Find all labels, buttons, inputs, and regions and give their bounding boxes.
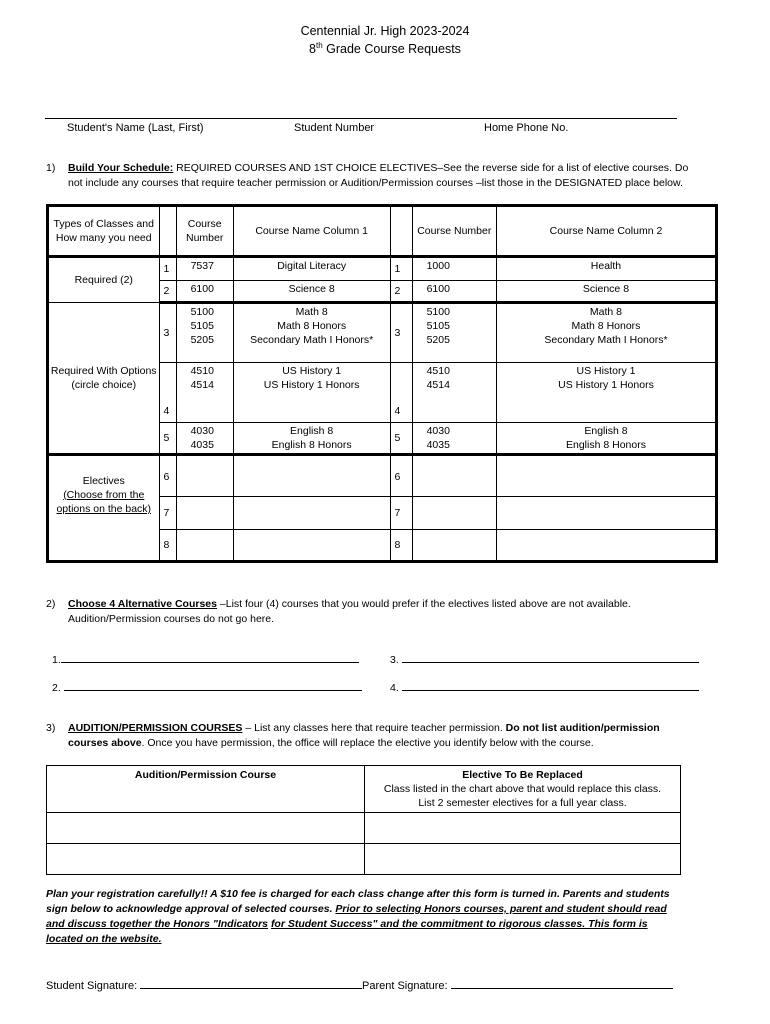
elective-replaced-cell[interactable] bbox=[365, 813, 681, 844]
course-number-cell[interactable]: 5100 5105 5205 bbox=[176, 303, 233, 363]
course-number-cell[interactable]: 4510 4514 bbox=[412, 363, 496, 423]
group-required-with-options: Required With Options (circle choice) bbox=[48, 303, 160, 455]
section-2-heading: Choose 4 Alternative Courses bbox=[68, 598, 217, 610]
course-name-cell[interactable] bbox=[233, 530, 390, 562]
course-number-cell[interactable]: 4030 4035 bbox=[176, 423, 233, 455]
course-number-cell[interactable]: 6100 bbox=[412, 281, 496, 303]
parent-signature-label: Parent Signature: bbox=[362, 980, 448, 992]
parent-signature[interactable] bbox=[362, 978, 673, 992]
row-number: 2 bbox=[159, 281, 176, 303]
course-number-cell[interactable]: 1000 bbox=[412, 257, 496, 281]
student-signature[interactable] bbox=[46, 978, 362, 992]
header-course-name-2: Course Name Column 2 bbox=[496, 206, 716, 257]
section-3-instructions bbox=[46, 721, 736, 753]
electives-line-2: (Choose from the bbox=[63, 489, 145, 501]
section-1-instructions bbox=[46, 161, 736, 193]
audition-table bbox=[46, 765, 681, 875]
course-name-cell[interactable] bbox=[496, 530, 716, 562]
audition-header-elective bbox=[365, 766, 681, 813]
section-2-instructions bbox=[46, 597, 736, 629]
header-course-number-2: Course Number bbox=[412, 206, 496, 257]
notice-part-1: Plan your registration carefully!! A $10 fee is charged for each class change after this form is turned in. Parents and students sign below to acknowledge approval of selected courses. bbox=[46, 888, 670, 915]
course-name-cell[interactable] bbox=[496, 455, 716, 497]
audition-course-cell[interactable] bbox=[47, 844, 365, 875]
course-number-cell[interactable] bbox=[412, 497, 496, 530]
section-2-text-2: Audition/Permission courses do not go here. bbox=[68, 613, 275, 625]
course-number-cell[interactable] bbox=[176, 455, 233, 497]
elective-replaced-note-1: Class listed in the chart above that would replace this class. bbox=[383, 783, 662, 795]
elective-replaced-cell[interactable] bbox=[365, 844, 681, 875]
alternative-3[interactable] bbox=[390, 652, 699, 666]
course-name-cell[interactable]: Digital Literacy bbox=[233, 257, 390, 281]
header-blank-2 bbox=[390, 206, 412, 257]
alternative-1[interactable] bbox=[52, 652, 359, 666]
schedule-table bbox=[46, 204, 718, 563]
section-2-text-1: –List four (4) courses that you would prefer if the electives listed above are not available. bbox=[217, 598, 631, 610]
student-number-label: Student Number bbox=[294, 122, 375, 134]
course-number-cell[interactable]: 5100 5105 5205 bbox=[412, 303, 496, 363]
course-number-cell[interactable]: 4030 4035 bbox=[412, 423, 496, 455]
alternative-3-line[interactable] bbox=[402, 652, 699, 663]
section-1-text-1: REQUIRED COURSES AND 1ST CHOICE ELECTIVES–See the reverse side for a list of elective courses. Do bbox=[173, 162, 689, 174]
grade-suffix: th bbox=[316, 41, 323, 50]
alternative-4[interactable] bbox=[390, 680, 699, 694]
notice-part-2: Prior to selecting Honors courses, parent and student should read and discuss together the Honors "Indicators bbox=[46, 903, 667, 930]
course-number-cell[interactable]: 7537 bbox=[176, 257, 233, 281]
row-number: 1 bbox=[390, 257, 412, 281]
alternative-1-line[interactable] bbox=[61, 652, 359, 663]
section-3-heading: AUDITION/PERMISSION COURSES bbox=[68, 722, 243, 734]
course-name-cell[interactable]: English 8 English 8 Honors bbox=[496, 423, 716, 455]
parent-signature-line[interactable] bbox=[451, 978, 673, 989]
course-name-cell[interactable]: English 8 English 8 Honors bbox=[233, 423, 390, 455]
row-number: 7 bbox=[159, 497, 176, 530]
student-signature-line[interactable] bbox=[140, 978, 362, 989]
course-name-cell[interactable]: US History 1 US History 1 Honors bbox=[233, 363, 390, 423]
alternative-1-label: 1. bbox=[52, 654, 61, 666]
alternative-3-label: 3. bbox=[390, 654, 399, 666]
course-number-cell[interactable] bbox=[412, 530, 496, 562]
electives-line-3: options on the back) bbox=[56, 503, 152, 515]
header-blank-1 bbox=[159, 206, 176, 257]
alternative-2[interactable] bbox=[52, 680, 362, 694]
home-phone-label: Home Phone No. bbox=[484, 122, 569, 134]
header-course-name-1: Course Name Column 1 bbox=[233, 206, 390, 257]
course-name-cell[interactable]: US History 1 US History 1 Honors bbox=[496, 363, 716, 423]
course-name-cell[interactable]: Science 8 bbox=[233, 281, 390, 303]
student-info-line[interactable] bbox=[45, 118, 677, 119]
course-name-cell[interactable]: Science 8 bbox=[496, 281, 716, 303]
section-3-text-b: . Once you have permission, the office will replace the elective you identify below with the course. bbox=[141, 737, 594, 749]
row-number: 4 bbox=[390, 363, 412, 423]
student-name-label: Student's Name (Last, First) bbox=[67, 122, 204, 134]
row-number: 3 bbox=[390, 303, 412, 363]
subtitle-text: Grade Course Requests bbox=[322, 42, 461, 57]
row-number: 7 bbox=[390, 497, 412, 530]
section-1-heading: Build Your Schedule: bbox=[68, 162, 174, 174]
section-2-number: 2) bbox=[46, 598, 56, 610]
section-1-number: 1) bbox=[46, 162, 56, 174]
notice-part-4: for Student Success" and the commitment to rigorous classes. This form is located on the website. bbox=[46, 918, 648, 945]
elective-replaced-title: Elective To Be Replaced bbox=[462, 769, 583, 781]
section-3-text-a: – List any classes here that require teacher permission. bbox=[242, 722, 506, 734]
alternative-2-line[interactable] bbox=[64, 680, 362, 691]
row-number: 8 bbox=[159, 530, 176, 562]
course-name-cell[interactable]: Math 8 Math 8 Honors Secondary Math I Honors* bbox=[496, 303, 716, 363]
header-types: Types of Classes and How many you need bbox=[48, 206, 160, 257]
row-number: 5 bbox=[159, 423, 176, 455]
course-name-cell[interactable] bbox=[233, 455, 390, 497]
course-name-cell[interactable] bbox=[496, 497, 716, 530]
section-3-number: 3) bbox=[46, 722, 56, 734]
section-3-text-bold: Do not list audition/permission bbox=[505, 722, 660, 734]
registration-notice bbox=[46, 887, 686, 947]
form-title: Centennial Jr. High 2023-2024 bbox=[300, 24, 470, 38]
alternative-4-line[interactable] bbox=[402, 680, 699, 691]
course-number-cell[interactable] bbox=[176, 497, 233, 530]
grade-number: 8 bbox=[309, 42, 316, 57]
course-name-cell[interactable] bbox=[233, 497, 390, 530]
student-signature-label: Student Signature: bbox=[46, 980, 138, 992]
section-1-text-2: not include any courses that require teacher permission or Audition/Permission courses –list those in the DESIGNATED place below. bbox=[68, 177, 683, 189]
course-number-cell[interactable] bbox=[176, 530, 233, 562]
row-number: 6 bbox=[159, 455, 176, 497]
audition-course-cell[interactable] bbox=[47, 813, 365, 844]
row-number: 1 bbox=[159, 257, 176, 281]
header-course-number-1: Course Number bbox=[176, 206, 233, 257]
row-number: 2 bbox=[390, 281, 412, 303]
row-number: 4 bbox=[159, 363, 176, 423]
row-number: 8 bbox=[390, 530, 412, 562]
course-name-cell[interactable]: Health bbox=[496, 257, 716, 281]
form-subtitle bbox=[0, 41, 770, 56]
course-number-cell[interactable] bbox=[412, 455, 496, 497]
row-number: 6 bbox=[390, 455, 412, 497]
elective-replaced-note-2: List 2 semester electives for a full year class. bbox=[418, 797, 627, 809]
row-number: 3 bbox=[159, 303, 176, 363]
electives-line-1: Electives bbox=[82, 475, 125, 487]
row-number: 5 bbox=[390, 423, 412, 455]
alternative-4-label: 4. bbox=[390, 682, 399, 694]
section-3-text-bold-2: courses above bbox=[68, 737, 142, 749]
course-number-cell[interactable]: 4510 4514 bbox=[176, 363, 233, 423]
alternative-2-label: 2. bbox=[52, 682, 61, 694]
group-electives bbox=[48, 455, 160, 562]
group-required: Required (2) bbox=[48, 257, 160, 303]
course-name-cell[interactable]: Math 8 Math 8 Honors Secondary Math I Honors* bbox=[233, 303, 390, 363]
course-number-cell[interactable]: 6100 bbox=[176, 281, 233, 303]
audition-header-course: Audition/Permission Course bbox=[47, 766, 365, 813]
